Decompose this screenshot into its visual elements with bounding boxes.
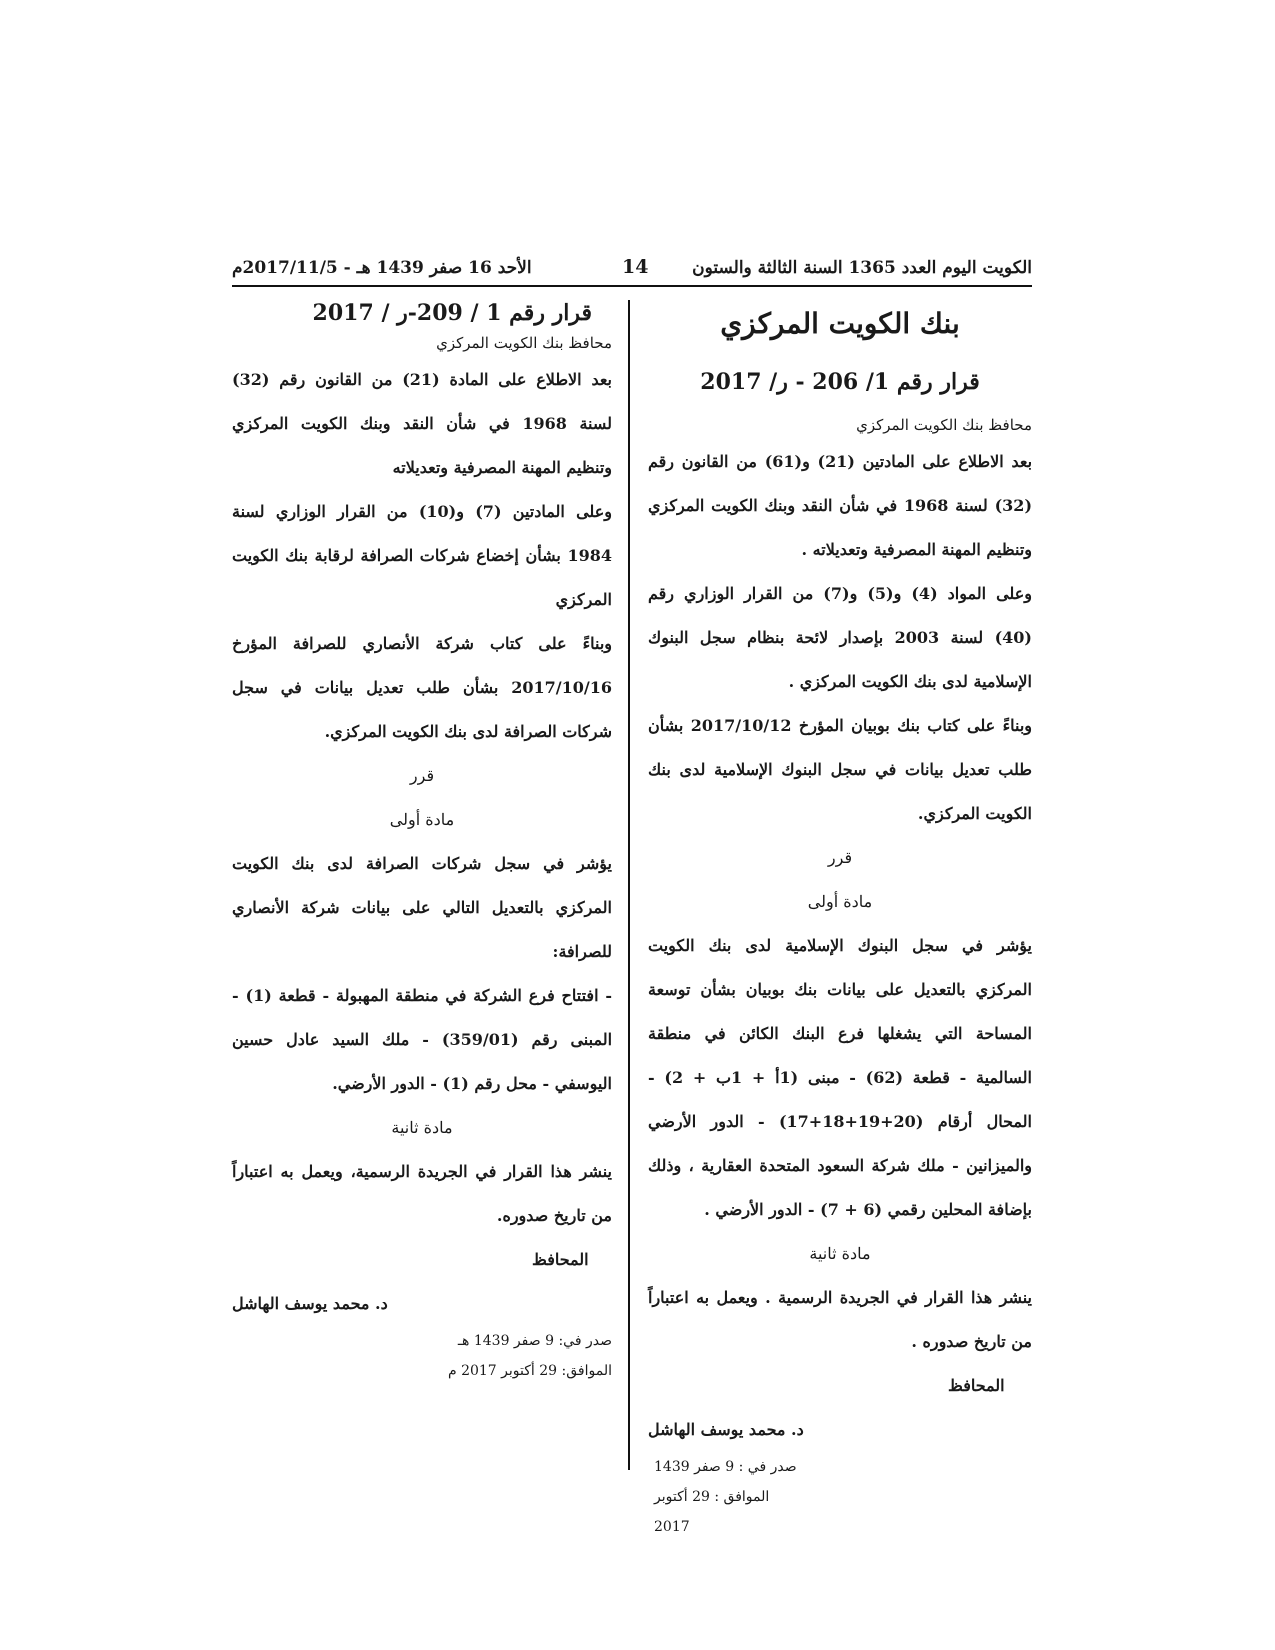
decision-number: قرار رقم 1/ 206 - ر/ 2017 <box>700 369 980 395</box>
decision-number: قرار رقم 1 / 209-ر / 2017 <box>312 300 592 326</box>
paragraph: وعلى المواد (4) و(5) و(7) من القرار الوزاري رقم (40) لسنة 2003 بإصدار لائحة بنظام سجل البنوك الإسلامية لدى بنك الكويت المركزي . <box>648 584 1032 691</box>
governor-heading: محافظ بنك الكويت المركزي <box>856 416 1032 434</box>
header-rule <box>232 285 1032 287</box>
paragraph: وبناءً على كتاب بنك بوبيان المؤرخ 2017/10/12 بشأن طلب تعديل بيانات في سجل البنوك الإسلامية لدى بنك الكويت المركزي. <box>648 716 1033 823</box>
article-title: مادة ثانية <box>809 1244 871 1263</box>
corresponding-date: الموافق : 29 أكتوبر 2017 <box>654 1489 770 1535</box>
signature-title: المحافظ <box>948 1376 1005 1395</box>
right-column <box>648 298 1032 1542</box>
article-text: ينشر هذا القرار في الجريدة الرسمية، ويعمل به اعتباراً من تاريخ صدوره. <box>232 1162 612 1225</box>
decided-heading: قرر <box>409 766 435 785</box>
paragraph: بعد الاطلاع على المادتين (21) و(61) من القانون رقم (32) لسنة 1968 في شأن النقد وبنك الكويت المركزي وتنظيم المهنة المصرفية وتعديلاته . <box>648 452 1033 559</box>
column-divider <box>628 300 630 1470</box>
decided-heading: قرر <box>827 848 853 867</box>
signature-title: المحافظ <box>532 1250 589 1269</box>
section-title: بنك الكويت المركزي <box>720 307 960 340</box>
paragraph: وعلى المادتين (7) و(10) من القرار الوزاري لسنة 1984 بشأن إخضاع شركات الصرافة لرقابة بنك الكويت المركزي <box>232 502 612 609</box>
paragraph: وبناءً على كتاب شركة الأنصاري للصرافة المؤرخ 2017/10/16 بشأن طلب تعديل بيانات في سجل شركات الصرافة لدى بنك الكويت المركزي. <box>232 634 612 741</box>
governor-heading: محافظ بنك الكويت المركزي <box>436 334 612 352</box>
issue-date: الأحد 16 صفر 1439 هـ - 2017/11/5م <box>232 258 532 278</box>
issued-date: صدر في : 9 صفر 1439 <box>654 1459 797 1475</box>
article-title: مادة أولى <box>389 810 455 829</box>
article-text: ينشر هذا القرار في الجريدة الرسمية . ويعمل به اعتباراً من تاريخ صدوره . <box>648 1288 1032 1351</box>
page-number: 14 <box>622 256 649 278</box>
left-column <box>232 298 612 1386</box>
issued-date: صدر في: 9 صفر 1439 هـ <box>457 1333 612 1349</box>
article-text: يؤشر في سجل البنوك الإسلامية لدى بنك الكويت المركزي بالتعديل على بيانات بنك بوبيان بشأن توسعة المساحة التي يشغلها فرع البنك الكائن في منطقة السالمية - قطعة (62) - مبنى (1أ + 1ب + 2) - المحال أرقام (20+19+18+17) - الدور الأرضي والميزانين - ملك شركة السعود المتحدة العقارية ، وذلك بإضافة المحلين رقمي (6 + 7) - الدور الأرضي . <box>648 936 1033 1219</box>
article-title: مادة ثانية <box>391 1118 453 1137</box>
signature-name: د. محمد يوسف الهاشل <box>648 1420 804 1439</box>
page-header <box>232 258 1032 288</box>
article-title: مادة أولى <box>807 892 873 911</box>
article-item: - افتتاح فرع الشركة في منطقة المهبولة - قطعة (1) - المبنى رقم (359/01) - ملك السيد عادل حسين اليوسفي - محل رقم (1) - الدور الأرضي. <box>232 986 613 1093</box>
gazette-issue-info: الكويت اليوم العدد 1365 السنة الثالثة والستون <box>692 258 1032 278</box>
signature-name: د. محمد يوسف الهاشل <box>232 1294 388 1313</box>
article-text: يؤشر في سجل شركات الصرافة لدى بنك الكويت المركزي بالتعديل التالي على بيانات شركة الأنصاري للصرافة: <box>232 854 612 961</box>
corresponding-date: الموافق: 29 أكتوبر 2017 م <box>447 1363 612 1379</box>
paragraph: بعد الاطلاع على المادة (21) من القانون رقم (32) لسنة 1968 في شأن النقد وبنك الكويت المركزي وتنظيم المهنة المصرفية وتعديلاته <box>232 370 613 477</box>
